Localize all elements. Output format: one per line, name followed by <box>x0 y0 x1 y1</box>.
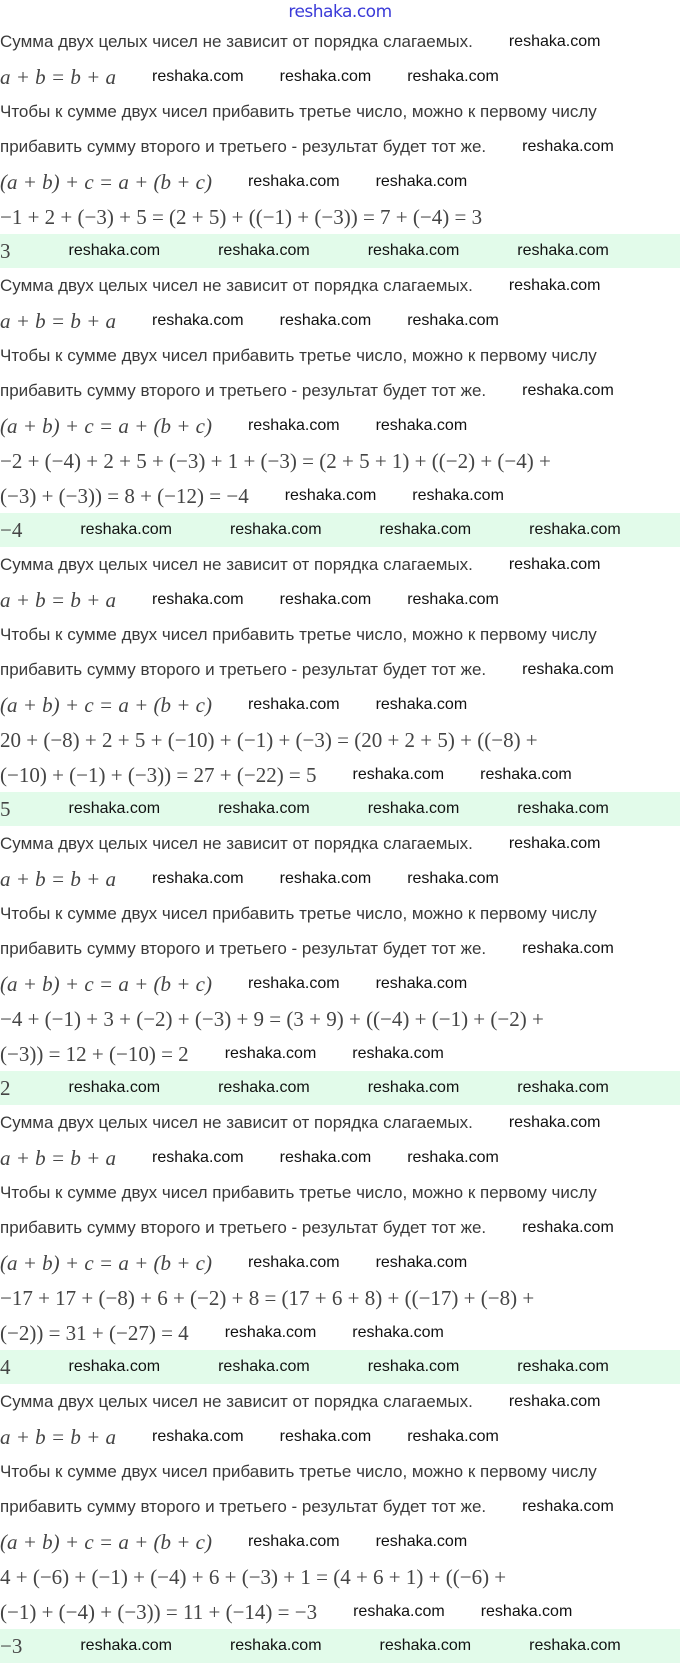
commutative-rule-row <box>0 24 680 59</box>
watermark: reshaka.com <box>407 869 499 887</box>
associative-rule-line-row <box>0 338 680 373</box>
calculation-line-row <box>0 1594 680 1629</box>
answer-box-row <box>0 234 680 268</box>
calculation-line: (−2)) = 31 + (−27) = 4 <box>0 1320 189 1345</box>
associative-formula: (a + b) + c = a + (b + c) <box>0 692 212 717</box>
watermark: reshaka.com <box>367 800 460 817</box>
answer-box-row <box>0 1629 680 1663</box>
watermark: reshaka.com <box>279 1427 372 1445</box>
watermark: reshaka.com <box>529 521 621 538</box>
associative-rule-line: прибавить сумму второго и третьего - результат будет тот же. <box>0 380 487 400</box>
answer-box-row <box>0 792 680 826</box>
watermark: reshaka.com <box>379 521 472 538</box>
associative-rule-line-row <box>0 1210 680 1245</box>
watermark: reshaka.com <box>247 1532 340 1550</box>
watermark: reshaka.com <box>224 1323 317 1341</box>
associative-rule-line-row <box>0 896 680 931</box>
commutative-rule-row <box>0 1105 680 1140</box>
watermark: reshaka.com <box>152 869 244 887</box>
associative-rule-line-row <box>0 94 680 129</box>
associative-formula: (a + b) + c = a + (b + c) <box>0 1529 212 1554</box>
watermark: reshaka.com <box>407 67 499 85</box>
calculation-line: (−1) + (−4) + (−3)) = 11 + (−14) = −3 <box>0 1599 318 1624</box>
commutative-formula-row <box>0 303 680 338</box>
watermark: reshaka.com <box>279 67 372 85</box>
calculation-line: −4 + (−1) + 3 + (−2) + (−3) + 9 = (3 + 9) + ((−4) + (−1) + (−2) + <box>0 1006 544 1031</box>
watermark: reshaka.com <box>229 521 322 538</box>
commutative-formula-row <box>0 861 680 896</box>
watermark: reshaka.com <box>284 486 377 504</box>
answer-box-row <box>0 1350 680 1384</box>
associative-formula: (a + b) + c = a + (b + c) <box>0 971 212 996</box>
watermark: reshaka.com <box>375 1532 468 1550</box>
watermark: reshaka.com <box>522 1218 614 1236</box>
associative-formula-row <box>0 408 680 443</box>
commutative-formula: a + b = b + a <box>0 866 117 891</box>
commutative-rule: Сумма двух целых чисел не зависит от порядка слагаемых. <box>0 833 473 853</box>
answer-box: −3 <box>0 1634 23 1658</box>
watermark: reshaka.com <box>480 1602 573 1620</box>
watermark: reshaka.com <box>68 242 161 259</box>
solutions-list <box>0 24 680 1663</box>
watermark: reshaka.com <box>279 311 372 329</box>
watermark: reshaka.com <box>522 660 614 678</box>
watermark: reshaka.com <box>367 242 460 259</box>
associative-formula: (a + b) + c = a + (b + c) <box>0 413 212 438</box>
watermark: reshaka.com <box>68 1358 161 1375</box>
watermark: reshaka.com <box>367 1079 460 1096</box>
commutative-rule: Сумма двух целых чисел не зависит от порядка слагаемых. <box>0 275 473 295</box>
watermark: reshaka.com <box>508 834 601 852</box>
watermark: reshaka.com <box>375 172 468 190</box>
associative-rule-line: прибавить сумму второго и третьего - результат будет тот же. <box>0 659 487 679</box>
associative-formula-row <box>0 1245 680 1280</box>
watermark: reshaka.com <box>517 1079 609 1096</box>
associative-rule-line: Чтобы к сумме двух чисел прибавить третье число, можно к первому числу <box>0 624 597 644</box>
commutative-formula-row <box>0 582 680 617</box>
watermark: reshaka.com <box>68 800 161 817</box>
watermark: reshaka.com <box>375 1253 468 1271</box>
answer-box: −4 <box>0 518 23 542</box>
calculation-line: (−3)) = 12 + (−10) = 2 <box>0 1041 189 1066</box>
calculation-line: (−3) + (−3)) = 8 + (−12) = −4 <box>0 483 249 508</box>
answer-box-row <box>0 513 680 547</box>
associative-rule-line: прибавить сумму второго и третьего - результат будет тот же. <box>0 938 487 958</box>
commutative-formula-row <box>0 1140 680 1175</box>
watermark: reshaka.com <box>218 1079 310 1096</box>
watermark: reshaka.com <box>218 1358 310 1375</box>
associative-rule-line-row <box>0 652 680 687</box>
associative-rule-line: Чтобы к сумме двух чисел прибавить третье число, можно к первому числу <box>0 903 597 923</box>
answer-box: 2 <box>0 1076 11 1100</box>
commutative-rule: Сумма двух целых чисел не зависит от порядка слагаемых. <box>0 31 473 51</box>
commutative-rule: Сумма двух целых чисел не зависит от порядка слагаемых. <box>0 1112 473 1132</box>
watermark: reshaka.com <box>522 137 614 155</box>
solution-block <box>0 1105 680 1384</box>
watermark: reshaka.com <box>229 1637 322 1654</box>
watermark: reshaka.com <box>152 311 244 329</box>
watermark: reshaka.com <box>375 695 468 713</box>
calculation-line: 20 + (−8) + 2 + 5 + (−10) + (−1) + (−3) = (20 + 2 + 5) + ((−8) + <box>0 727 538 752</box>
commutative-formula-row <box>0 1419 680 1454</box>
associative-rule-line-row <box>0 617 680 652</box>
watermark: reshaka.com <box>375 416 468 434</box>
calculation-line-row <box>0 1559 680 1594</box>
associative-rule-line-row <box>0 1489 680 1524</box>
associative-rule-line-row <box>0 129 680 164</box>
associative-rule-line: прибавить сумму второго и третьего - результат будет тот же. <box>0 136 487 156</box>
watermark: reshaka.com <box>517 800 609 817</box>
solution-block <box>0 826 680 1105</box>
watermark: reshaka.com <box>508 1113 601 1131</box>
watermark: reshaka.com <box>218 800 310 817</box>
commutative-rule: Сумма двух целых чисел не зависит от порядка слагаемых. <box>0 554 473 574</box>
calculation-line-row <box>0 1315 680 1350</box>
associative-formula-row <box>0 687 680 722</box>
solution-block <box>0 268 680 547</box>
watermark: reshaka.com <box>218 242 310 259</box>
watermark: reshaka.com <box>517 1358 609 1375</box>
watermark: reshaka.com <box>407 311 499 329</box>
watermark: reshaka.com <box>279 1148 372 1166</box>
watermark: reshaka.com <box>279 590 372 608</box>
calculation-line-row <box>0 722 680 757</box>
watermark: reshaka.com <box>508 32 601 50</box>
watermark: reshaka.com <box>80 521 172 538</box>
commutative-formula: a + b = b + a <box>0 587 117 612</box>
calculation-line: 4 + (−6) + (−1) + (−4) + 6 + (−3) + 1 = (4 + 6 + 1) + ((−6) + <box>0 1564 507 1589</box>
associative-formula-row <box>0 966 680 1001</box>
solution-block <box>0 24 680 268</box>
associative-rule-line: Чтобы к сумме двух чисел прибавить третье число, можно к первому числу <box>0 101 597 121</box>
calculation-line-row <box>0 199 680 234</box>
associative-formula: (a + b) + c = a + (b + c) <box>0 169 212 194</box>
watermark: reshaka.com <box>247 695 340 713</box>
associative-formula: (a + b) + c = a + (b + c) <box>0 1250 212 1275</box>
watermark: reshaka.com <box>352 1044 444 1062</box>
watermark: reshaka.com <box>407 1427 499 1445</box>
watermark: reshaka.com <box>152 1427 244 1445</box>
watermark: reshaka.com <box>508 555 601 573</box>
associative-formula-row <box>0 164 680 199</box>
watermark: reshaka.com <box>68 1079 161 1096</box>
watermark: reshaka.com <box>517 242 609 259</box>
watermark: reshaka.com <box>508 1392 601 1410</box>
commutative-formula: a + b = b + a <box>0 308 117 333</box>
calculation-line-row <box>0 1036 680 1071</box>
calculation-line-row <box>0 443 680 478</box>
calculation-line: (−10) + (−1) + (−3)) = 27 + (−22) = 5 <box>0 762 317 787</box>
associative-rule-line: прибавить сумму второго и третьего - результат будет тот же. <box>0 1496 487 1516</box>
associative-rule-line-row <box>0 1175 680 1210</box>
watermark: reshaka.com <box>152 590 244 608</box>
commutative-rule-row <box>0 268 680 303</box>
commutative-rule-row <box>0 1384 680 1419</box>
calculation-line: −2 + (−4) + 2 + 5 + (−3) + 1 + (−3) = (2 + 5 + 1) + ((−2) + (−4) + <box>0 448 551 473</box>
watermark: reshaka.com <box>247 974 340 992</box>
watermark: reshaka.com <box>412 486 504 504</box>
calculation-line: −17 + 17 + (−8) + 6 + (−2) + 8 = (17 + 6 + 8) + ((−17) + (−8) + <box>0 1285 535 1310</box>
associative-rule-line: Чтобы к сумме двух чисел прибавить третье число, можно к первому числу <box>0 1461 597 1481</box>
associative-rule-line-row <box>0 1454 680 1489</box>
commutative-formula: a + b = b + a <box>0 1145 117 1170</box>
solution-block <box>0 547 680 826</box>
watermark: reshaka.com <box>480 765 572 783</box>
watermark: reshaka.com <box>407 590 499 608</box>
watermark: reshaka.com <box>247 1253 340 1271</box>
watermark: reshaka.com <box>152 67 244 85</box>
associative-rule-line: прибавить сумму второго и третьего - результат будет тот же. <box>0 1217 487 1237</box>
site-title[interactable]: reshaka.com <box>288 2 392 22</box>
commutative-rule-row <box>0 826 680 861</box>
answer-box-row <box>0 1071 680 1105</box>
watermark: reshaka.com <box>407 1148 499 1166</box>
answer-box: 5 <box>0 797 11 821</box>
associative-rule-line: Чтобы к сумме двух чисел прибавить третье число, можно к первому числу <box>0 345 597 365</box>
watermark: reshaka.com <box>522 1497 614 1515</box>
watermark: reshaka.com <box>529 1637 621 1654</box>
answer-box: 3 <box>0 239 11 263</box>
watermark: reshaka.com <box>508 276 601 294</box>
associative-formula-row <box>0 1524 680 1559</box>
associative-rule-line-row <box>0 931 680 966</box>
watermark: reshaka.com <box>522 381 614 399</box>
commutative-formula: a + b = b + a <box>0 64 117 89</box>
watermark: reshaka.com <box>352 1323 444 1341</box>
commutative-rule-row <box>0 547 680 582</box>
associative-rule-line: Чтобы к сумме двух чисел прибавить третье число, можно к первому числу <box>0 1182 597 1202</box>
watermark: reshaka.com <box>353 1602 445 1620</box>
watermark: reshaka.com <box>375 974 468 992</box>
solution-block <box>0 1384 680 1663</box>
watermark: reshaka.com <box>367 1358 460 1375</box>
calculation-line-row <box>0 1280 680 1315</box>
watermark: reshaka.com <box>247 416 340 434</box>
commutative-formula-row <box>0 59 680 94</box>
commutative-formula: a + b = b + a <box>0 1424 117 1449</box>
calculation-line: −1 + 2 + (−3) + 5 = (2 + 5) + ((−1) + (−3)) = 7 + (−4) = 3 <box>0 204 483 229</box>
associative-rule-line-row <box>0 373 680 408</box>
watermark: reshaka.com <box>247 172 340 190</box>
watermark: reshaka.com <box>379 1637 472 1654</box>
commutative-rule: Сумма двух целых чисел не зависит от порядка слагаемых. <box>0 1391 473 1411</box>
watermark: reshaka.com <box>224 1044 317 1062</box>
calculation-line-row <box>0 1001 680 1036</box>
watermark: reshaka.com <box>80 1637 172 1654</box>
watermark: reshaka.com <box>352 765 445 783</box>
calculation-line-row <box>0 478 680 513</box>
calculation-line-row <box>0 757 680 792</box>
answer-box: 4 <box>0 1355 11 1379</box>
watermark: reshaka.com <box>279 869 372 887</box>
watermark: reshaka.com <box>522 939 614 957</box>
watermark: reshaka.com <box>152 1148 244 1166</box>
